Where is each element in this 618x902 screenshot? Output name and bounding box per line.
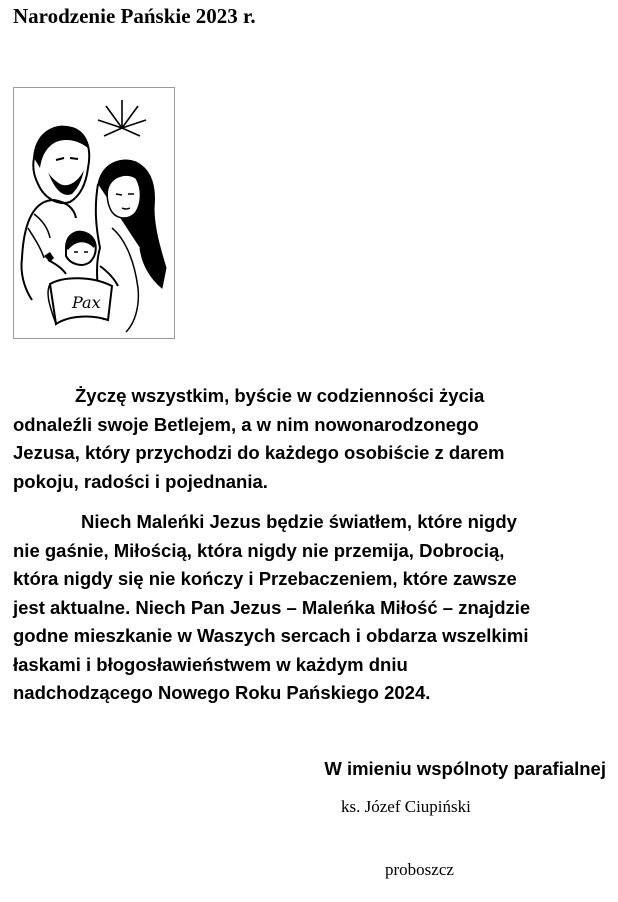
joseph-figure bbox=[21, 127, 89, 300]
pax-scroll bbox=[48, 278, 112, 324]
signature-name: ks. Józef Ciupiński bbox=[341, 797, 471, 816]
holy-family-drawing bbox=[14, 88, 174, 338]
signature-on-behalf: W imieniu wspólnoty parafialnej bbox=[324, 758, 606, 779]
document-title: Narodzenie Pańskie 2023 r. bbox=[13, 4, 256, 28]
paragraph-line: Niech Maleńki Jezus będzie światłem, które nigdy bbox=[81, 511, 517, 532]
paragraph-line: godne mieszkanie w Waszych sercach i obdarza wszelkimi bbox=[13, 625, 529, 646]
holy-family-illustration bbox=[13, 87, 175, 339]
paragraph-line: która nigdy się nie kończy i Przebaczeniem, które zawsze bbox=[13, 568, 517, 589]
paragraph-line: łaskami i błogosławieństwem w każdym dniu bbox=[13, 653, 408, 675]
paragraph-line: nie gaśnie, Miłością, która nigdy nie przemija, Dobrocią, bbox=[13, 539, 505, 561]
greeting-paragraph-1 bbox=[13, 382, 605, 496]
paragraph-line: jest aktualne. Niech Pan Jezus – Maleńka Miłość – znajdzie bbox=[13, 596, 531, 618]
paragraph-line: odnaleźli swoje Betlejem, a w nim nowonarodzonego bbox=[13, 413, 479, 435]
signature-role: proboszcz bbox=[385, 860, 454, 879]
paragraph-line: Jezusa, który przychodzi do każdego osobiście z darem bbox=[13, 442, 505, 463]
paragraph-line: Życzę wszystkim, byście w codzienności życia bbox=[75, 385, 485, 406]
star-rays bbox=[98, 100, 146, 136]
scroll-text: Pax bbox=[72, 293, 101, 312]
greeting-paragraph-2 bbox=[13, 508, 605, 708]
paragraph-line: nadchodzącego Nowego Roku Pańskiego 2024. bbox=[13, 682, 431, 703]
paragraph-line: pokoju, radości i pojednania. bbox=[13, 470, 268, 492]
